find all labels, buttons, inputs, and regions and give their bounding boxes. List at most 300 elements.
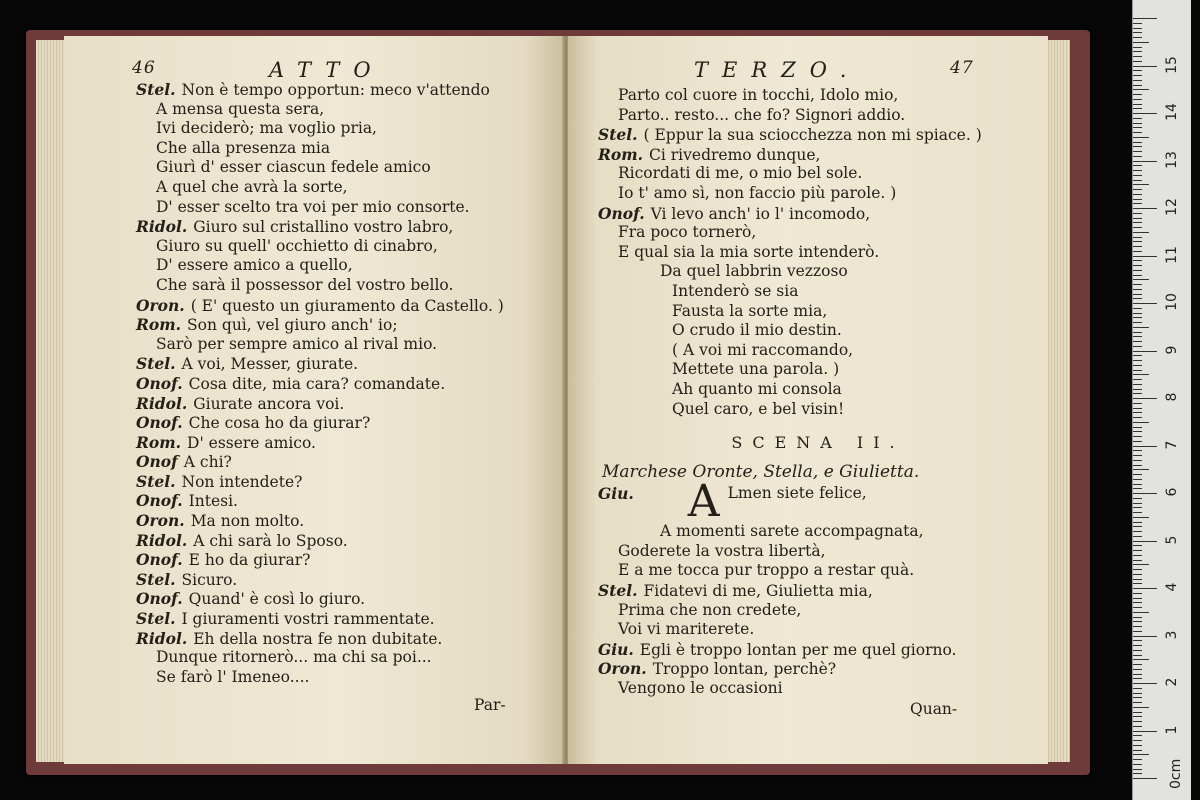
ruler-tick [1133,702,1142,703]
line-text: Prima che non credete, [618,600,802,619]
line-text: Troppo lontan, perchè? [652,660,837,679]
line-text: Giuro sul cristallino vostro labro, [193,218,454,237]
line-text: Intesi. [188,492,238,511]
line-text: Ivi deciderò; ma voglio pria, [156,119,377,138]
scene-first-line [598,476,1038,528]
running-head: TERZO. [694,58,861,82]
ruler-tick [1133,674,1142,675]
text-line [136,609,504,629]
line-text: A quel che avrà la sorte, [156,177,348,196]
ruler-tick [1133,669,1142,670]
ruler-tick [1133,664,1142,665]
speaker: Onof. [136,550,183,570]
line-text: Ma non molto. [190,512,305,531]
text-line [136,296,504,316]
ruler-tick [1133,42,1149,43]
speaker: Stel. [598,125,638,145]
ruler-tick [1133,332,1142,333]
ruler-tick [1133,260,1142,261]
speaker: Oron. [136,295,185,315]
ruler-tick [1133,18,1157,19]
ruler-tick [1133,384,1142,385]
line-text: I giuramenti vostri rammentate. [181,610,435,629]
ruler-tick [1133,726,1142,727]
ruler-tick [1133,555,1142,556]
ruler-tick [1133,564,1149,565]
line-text: Giurì d' esser ciascun fedele amico [156,158,431,177]
ruler-tick [1133,574,1142,575]
ruler-tick [1133,417,1142,418]
text-line [598,581,1038,601]
text-line [598,86,1038,106]
ruler-tick [1133,488,1142,489]
speaker: Ridol. [136,217,188,237]
ruler-tick [1133,99,1142,100]
line-text: D' essere amico. [187,433,316,452]
ruler-tick [1133,588,1157,589]
ruler-tick [1133,70,1142,71]
ruler-tick [1133,199,1142,200]
ruler-tick [1133,773,1142,774]
ruler-tick [1133,256,1157,257]
line-text: A momenti sarete accompagnata, [660,522,924,541]
ruler-tick [1133,237,1142,238]
text-line [136,80,504,100]
ruler-tick [1133,522,1142,523]
ruler-tick [1133,659,1149,660]
line-text: Parto col cuore in tocchi, Idolo mio, [618,86,899,104]
ruler-tick [1133,707,1149,708]
text-line [136,374,504,394]
ruler-tick [1133,275,1142,276]
text-line [598,282,1038,302]
ruler-tick [1133,51,1142,52]
ruler-tick [1133,142,1142,143]
right-page-text [598,86,1038,699]
text-line [136,237,504,257]
ruler-tick [1133,213,1142,214]
ruler-tick [1133,750,1142,751]
line-text: Lmen siete felice, [727,484,867,503]
ruler-tick [1133,89,1149,90]
ruler-tick [1133,379,1142,380]
ruler-tick [1133,541,1157,542]
line-text: Non è tempo opportun: meco v'attendo [181,81,490,99]
ruler-tick [1133,289,1142,290]
ruler-tick [1133,602,1142,603]
ruler-tick [1133,80,1142,81]
line-text: A voi, Messer, giurate. [181,355,359,374]
ruler-tick [1133,764,1142,765]
drop-cap: A [687,476,720,528]
ruler-tick [1133,427,1142,428]
ruler-tick [1133,688,1142,689]
text-line [598,223,1038,243]
ruler-tick [1133,389,1142,390]
ruler-tick [1133,455,1142,456]
line-text: E a me tocca pur troppo a restar quà. [618,561,915,580]
speaker: Onof. [136,491,183,511]
line-text: D' esser scelto tra voi per mio consorte. [156,197,470,216]
ruler-tick [1133,612,1149,613]
line-text: E qual sia la mia sorte intenderò. [618,242,880,261]
ruler-tick [1133,327,1149,328]
ruler-number: 15 [1164,55,1180,74]
line-text: A chi? [183,453,232,472]
page-number: 46 [132,58,156,78]
line-text: Vengono le occasioni [618,679,783,698]
ruler-tick [1133,593,1142,594]
ruler-tick [1133,645,1142,646]
ruler-tick [1133,712,1142,713]
ruler-tick [1133,308,1142,309]
line-text: Sicuro. [181,570,238,589]
text-line [598,243,1038,263]
ruler-tick [1133,161,1157,162]
text-line [598,341,1038,361]
ruler-tick [1133,731,1157,732]
ruler-tick [1133,137,1149,138]
text-line [136,394,504,414]
ruler-tick [1133,165,1142,166]
line-text: Goderete la vostra libertà, [618,541,826,560]
line-text: Mettete una parola. ) [672,360,840,379]
ruler-tick [1133,23,1142,24]
line-text: O crudo il mio destin. [672,321,842,340]
text-line [598,522,1038,542]
ruler-tick [1133,617,1142,618]
page-number: 47 [950,58,974,78]
text-line [136,217,504,237]
ruler-tick [1133,246,1142,247]
line-text: Intenderò se sia [672,281,799,300]
text-line [136,472,504,492]
ruler-tick [1133,47,1142,48]
speaker: Ridol. [136,628,188,648]
catchword: Quan- [910,700,958,718]
ruler-tick [1133,303,1157,304]
speaker: Onof. [136,413,183,433]
ruler-tick [1133,393,1142,394]
ruler-tick [1133,479,1142,480]
ruler-tick [1133,336,1142,337]
ruler-number: 14 [1164,103,1180,121]
left-page [64,36,564,764]
ruler-tick [1133,298,1142,299]
ruler-tick [1133,512,1142,513]
ruler-tick [1133,754,1149,755]
ruler-number: 12 [1164,198,1180,216]
right-page-lines-top [598,86,1038,419]
ruler-tick [1133,735,1142,736]
speaker: Rom. [136,432,182,452]
ruler-tick [1133,550,1142,551]
ruler-tick [1133,222,1142,223]
text-line [598,204,1038,224]
line-text: Ricordati di me, o mio bel sole. [618,164,863,183]
ruler-number: 10 [1164,293,1180,311]
ruler-tick [1133,341,1142,342]
ruler-tick [1133,61,1142,62]
ruler-tick [1133,740,1142,741]
ruler-number: 2 [1164,677,1180,687]
text-line [598,620,1038,640]
ruler-tick [1133,184,1149,185]
text-line [598,262,1038,282]
text-line [598,659,1038,679]
ruler-tick [1133,484,1142,485]
text-line [598,640,1038,660]
ruler-number: 3 [1164,630,1180,639]
ruler-tick [1133,640,1142,641]
ruler-tick [1133,351,1157,352]
text-line [136,335,504,355]
ruler-tick [1133,778,1157,779]
ruler-tick [1133,650,1142,651]
text-line [136,433,504,453]
ruler-tick [1133,322,1142,323]
ruler-tick [1133,279,1149,280]
text-line [598,561,1038,581]
line-text: Da quel labbrin vezzoso [660,262,848,281]
text-line [598,164,1038,184]
ruler-tick [1133,313,1142,314]
ruler-tick [1133,180,1142,181]
ruler-tick [1133,745,1142,746]
ruler-tick [1133,759,1142,760]
ruler-tick [1133,127,1142,128]
ruler-tick [1133,469,1149,470]
text-line [598,321,1038,341]
line-text: Fausta la sorte mia, [672,301,828,320]
line-text: Parto.. resto... che fo? Signori addio. [618,105,906,124]
text-line [136,139,504,159]
text-line [598,106,1038,126]
text-line [136,589,504,609]
ruler-tick [1133,721,1142,722]
ruler-tick [1133,370,1142,371]
ruler-tick [1133,108,1142,109]
ruler-tick [1133,156,1142,157]
speaker: Stel. [136,609,176,629]
ruler-tick [1133,355,1142,356]
line-text: Sarò per sempre amico al rival mio. [156,334,438,353]
speaker: Onof [136,452,178,472]
ruler-tick [1133,94,1142,95]
text-line [136,178,504,198]
text-line [136,413,504,433]
ruler-tick [1133,531,1142,532]
text-line [598,679,1038,699]
text-line [136,452,504,472]
text-line [598,380,1038,400]
ruler-tick [1133,403,1142,404]
ruler-tick [1133,189,1142,190]
ruler-tick [1133,769,1142,770]
ruler-tick [1133,583,1142,584]
text-line [598,601,1038,621]
line-text: Fidatevi di me, Giulietta mia, [643,582,873,601]
text-line [136,648,504,668]
character-list: Marchese Oronte, Stella, e Giulietta. [602,461,920,482]
ruler-tick [1133,412,1142,413]
ruler-tick [1133,436,1142,437]
ruler-tick [1133,607,1142,608]
text-line [136,531,504,551]
ruler-tick [1133,284,1142,285]
speaker: Stel. [136,354,176,374]
ruler-tick [1133,32,1142,33]
text-line [136,158,504,178]
text-line [136,354,504,374]
text-line [136,629,504,649]
text-line [598,125,1038,145]
ruler-tick [1133,317,1142,318]
line-text: Giurate ancora voi. [193,394,345,413]
ruler-tick [1133,683,1157,684]
ruler-tick [1133,85,1142,86]
ruler-number: 7 [1164,440,1180,449]
ruler-tick [1133,655,1142,656]
catchword: Par- [474,696,506,714]
speaker: Oron. [598,659,647,679]
ruler-tick [1133,113,1157,114]
ruler-tick [1133,536,1142,537]
ruler-tick [1133,526,1142,527]
text-line [136,570,504,590]
line-text: Fra poco tornerò, [618,223,757,242]
ruler-tick [1133,460,1142,461]
line-text: A chi sarà lo Sposo. [193,531,348,550]
text-line [136,315,504,335]
line-text: Son quì, vel giuro anch' io; [187,316,398,335]
ruler-tick [1133,441,1142,442]
line-text: Eh della nostra fe non dubitate. [193,629,443,648]
ruler-tick [1133,208,1157,209]
speaker: Giu. [598,639,634,659]
line-text: ( A voi mi raccomando, [672,340,854,359]
scene-heading: SCENA II. [731,433,905,453]
right-page-lines-bottom [598,522,1038,698]
text-line [136,119,504,139]
ruler-tick [1133,598,1142,599]
line-text: Ci rivedremo dunque, [649,145,821,164]
ruler-tick [1133,398,1157,399]
ruler-tick [1133,123,1142,124]
ruler-number: 1 [1164,725,1180,734]
ruler-tick [1133,579,1142,580]
ruler-tick [1133,560,1142,561]
ruler-tick [1133,503,1142,504]
speaker: Oron. [136,511,185,531]
text-line [598,360,1038,380]
line-text: Vi levo anch' io l' incomodo, [650,204,871,223]
line-text: Voi vi mariterete. [618,620,755,639]
line-text: Che cosa ho da giurar? [188,414,371,433]
ruler-tick [1133,37,1142,38]
ruler-tick [1133,75,1142,76]
ruler-tick [1133,146,1142,147]
ruler-number: 11 [1164,245,1180,264]
ruler-tick [1133,498,1142,499]
ruler-tick [1133,346,1142,347]
ruler-tick [1133,507,1142,508]
ruler-tick [1133,465,1142,466]
ruler-number: 6 [1164,487,1180,497]
ruler-tick [1133,408,1142,409]
ruler-tick [1133,626,1142,627]
page-edges-right [1046,40,1070,762]
ruler-tick [1133,517,1149,518]
ruler-tick [1133,678,1142,679]
ruler-tick [1133,716,1142,717]
speaker: Giu. [598,484,634,504]
ruler-tick [1133,56,1142,57]
ruler-tick [1133,218,1142,219]
line-text: Dunque ritornerò... ma chi sa poi... [156,648,432,667]
line-text: Che sarà il possessor del vostro bello. [156,275,454,294]
line-text: Che alla presenza mia [156,138,331,157]
line-text: A mensa questa sera, [156,99,325,118]
line-text: Non intendete? [181,472,303,491]
text-line [136,550,504,570]
ruler-tick [1133,621,1142,622]
ruler-tick [1133,631,1142,632]
line-text: D' essere amico a quello, [156,256,353,275]
ruler-tick [1133,474,1142,475]
line-text: ( Eppur la sua sciocchezza non mi spiace. ) [643,126,982,145]
speaker: Rom. [598,144,644,164]
line-text: Quand' è così lo giuro. [188,590,366,609]
line-text: Quel caro, e bel visin! [672,399,845,418]
line-text: Cosa dite, mia cara? comandate. [188,374,446,393]
text-line [136,491,504,511]
speaker: Ridol. [136,530,188,550]
ruler-tick [1133,28,1142,29]
ruler-tick [1133,104,1142,105]
ruler-tick [1133,151,1142,152]
speaker: Rom. [136,315,182,335]
line-text: Se farò l' Imeneo.... [156,667,310,686]
line-text: Io t' amo sì, non faccio più parole. ) [618,183,897,202]
ruler-tick [1133,175,1142,176]
ruler-unit-label: 0cm [1168,758,1184,789]
speaker: Onof. [136,373,183,393]
measuring-ruler [1132,0,1191,800]
ruler-tick [1133,170,1142,171]
speaker: Onof. [598,203,645,223]
ruler-tick [1133,227,1142,228]
line-text: ( E' questo un giuramento da Castello. ) [190,296,504,315]
ruler-tick [1133,360,1142,361]
text-line [136,668,504,688]
text-line [598,302,1038,322]
ruler-tick [1133,203,1142,204]
ruler-tick [1133,636,1157,637]
line-text: Giuro su quell' occhietto di cinabro, [156,236,438,255]
ruler-tick [1133,569,1142,570]
text-line [136,198,504,218]
ruler-number: 5 [1164,535,1180,544]
speaker: Stel. [136,569,176,589]
ruler-tick [1133,431,1142,432]
ruler-tick [1133,697,1142,698]
text-line [598,184,1038,204]
ruler-tick [1133,545,1142,546]
text-line [598,400,1038,420]
speaker: Stel. [136,471,176,491]
text-line [598,145,1038,165]
